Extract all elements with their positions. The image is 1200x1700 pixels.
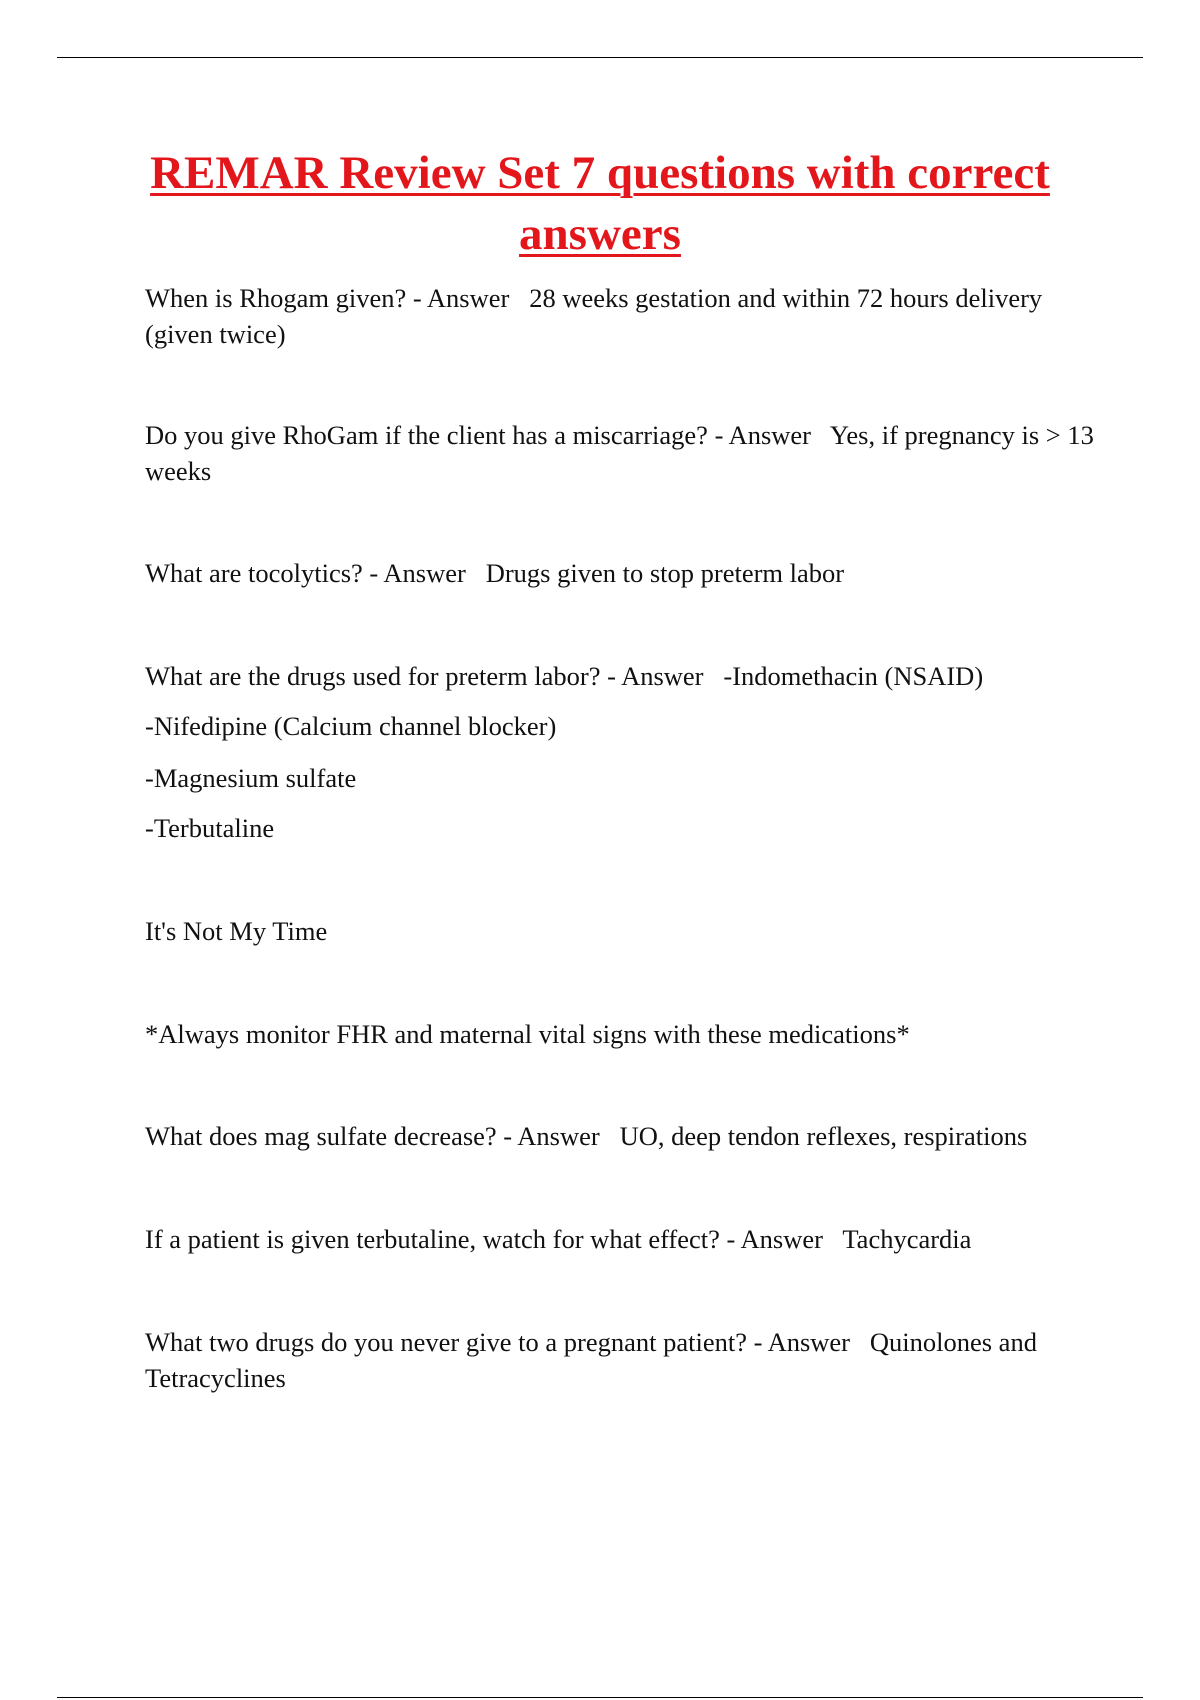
qa-item-tocolytics [145, 555, 1095, 591]
monitoring-note: *Always monitor FHR and maternal vital signs with these medications* [145, 1019, 910, 1049]
qa-item-preterm-drugs [145, 658, 1095, 694]
answer-text: 28 weeks gestation and within 72 hours delivery (given twice) [145, 283, 1043, 349]
question-text: When is Rhogam given? - Answer [145, 283, 510, 313]
qa-item-terbutaline [145, 1221, 1095, 1257]
answer-text: -Indomethacin (NSAID) [723, 661, 984, 691]
question-text: Do you give RhoGam if the client has a miscarriage? - Answer [145, 420, 811, 450]
question-text: What does mag sulfate decrease? - Answer [145, 1121, 600, 1151]
mnemonic-note: It's Not My Time [145, 916, 328, 946]
drug-list-item: -Nifedipine (Calcium channel blocker) [145, 711, 557, 741]
bottom-rule [57, 1697, 1143, 1698]
qa-item-rhogam-timing [145, 280, 1095, 352]
answer-text: Quinolones and Tetracyclines [145, 1327, 1037, 1393]
drug-list-item: -Magnesium sulfate [145, 763, 357, 793]
answer-text: Yes, if pregnancy is > 13 weeks [145, 420, 1094, 486]
question-text: What are the drugs used for preterm labor? - Answer [145, 661, 704, 691]
qa-item-rhogam-miscarriage [145, 417, 1095, 489]
answer-text: Tachycardia [842, 1224, 972, 1254]
answer-text: Drugs given to stop preterm labor [485, 558, 845, 588]
qa-item-contraindicated-drugs [145, 1324, 1095, 1396]
question-text: What two drugs do you never give to a pregnant patient? - Answer [145, 1327, 850, 1357]
top-rule [57, 57, 1143, 58]
qa-item-mag-sulfate [145, 1118, 1095, 1154]
question-text: What are tocolytics? - Answer [145, 558, 466, 588]
question-text: If a patient is given terbutaline, watch for what effect? - Answer [145, 1224, 823, 1254]
drug-list-item: -Terbutaline [145, 813, 275, 843]
answer-text: UO, deep tendon reflexes, respirations [619, 1121, 1028, 1151]
document-title: REMAR Review Set 7 questions with correct answers [150, 147, 1050, 260]
